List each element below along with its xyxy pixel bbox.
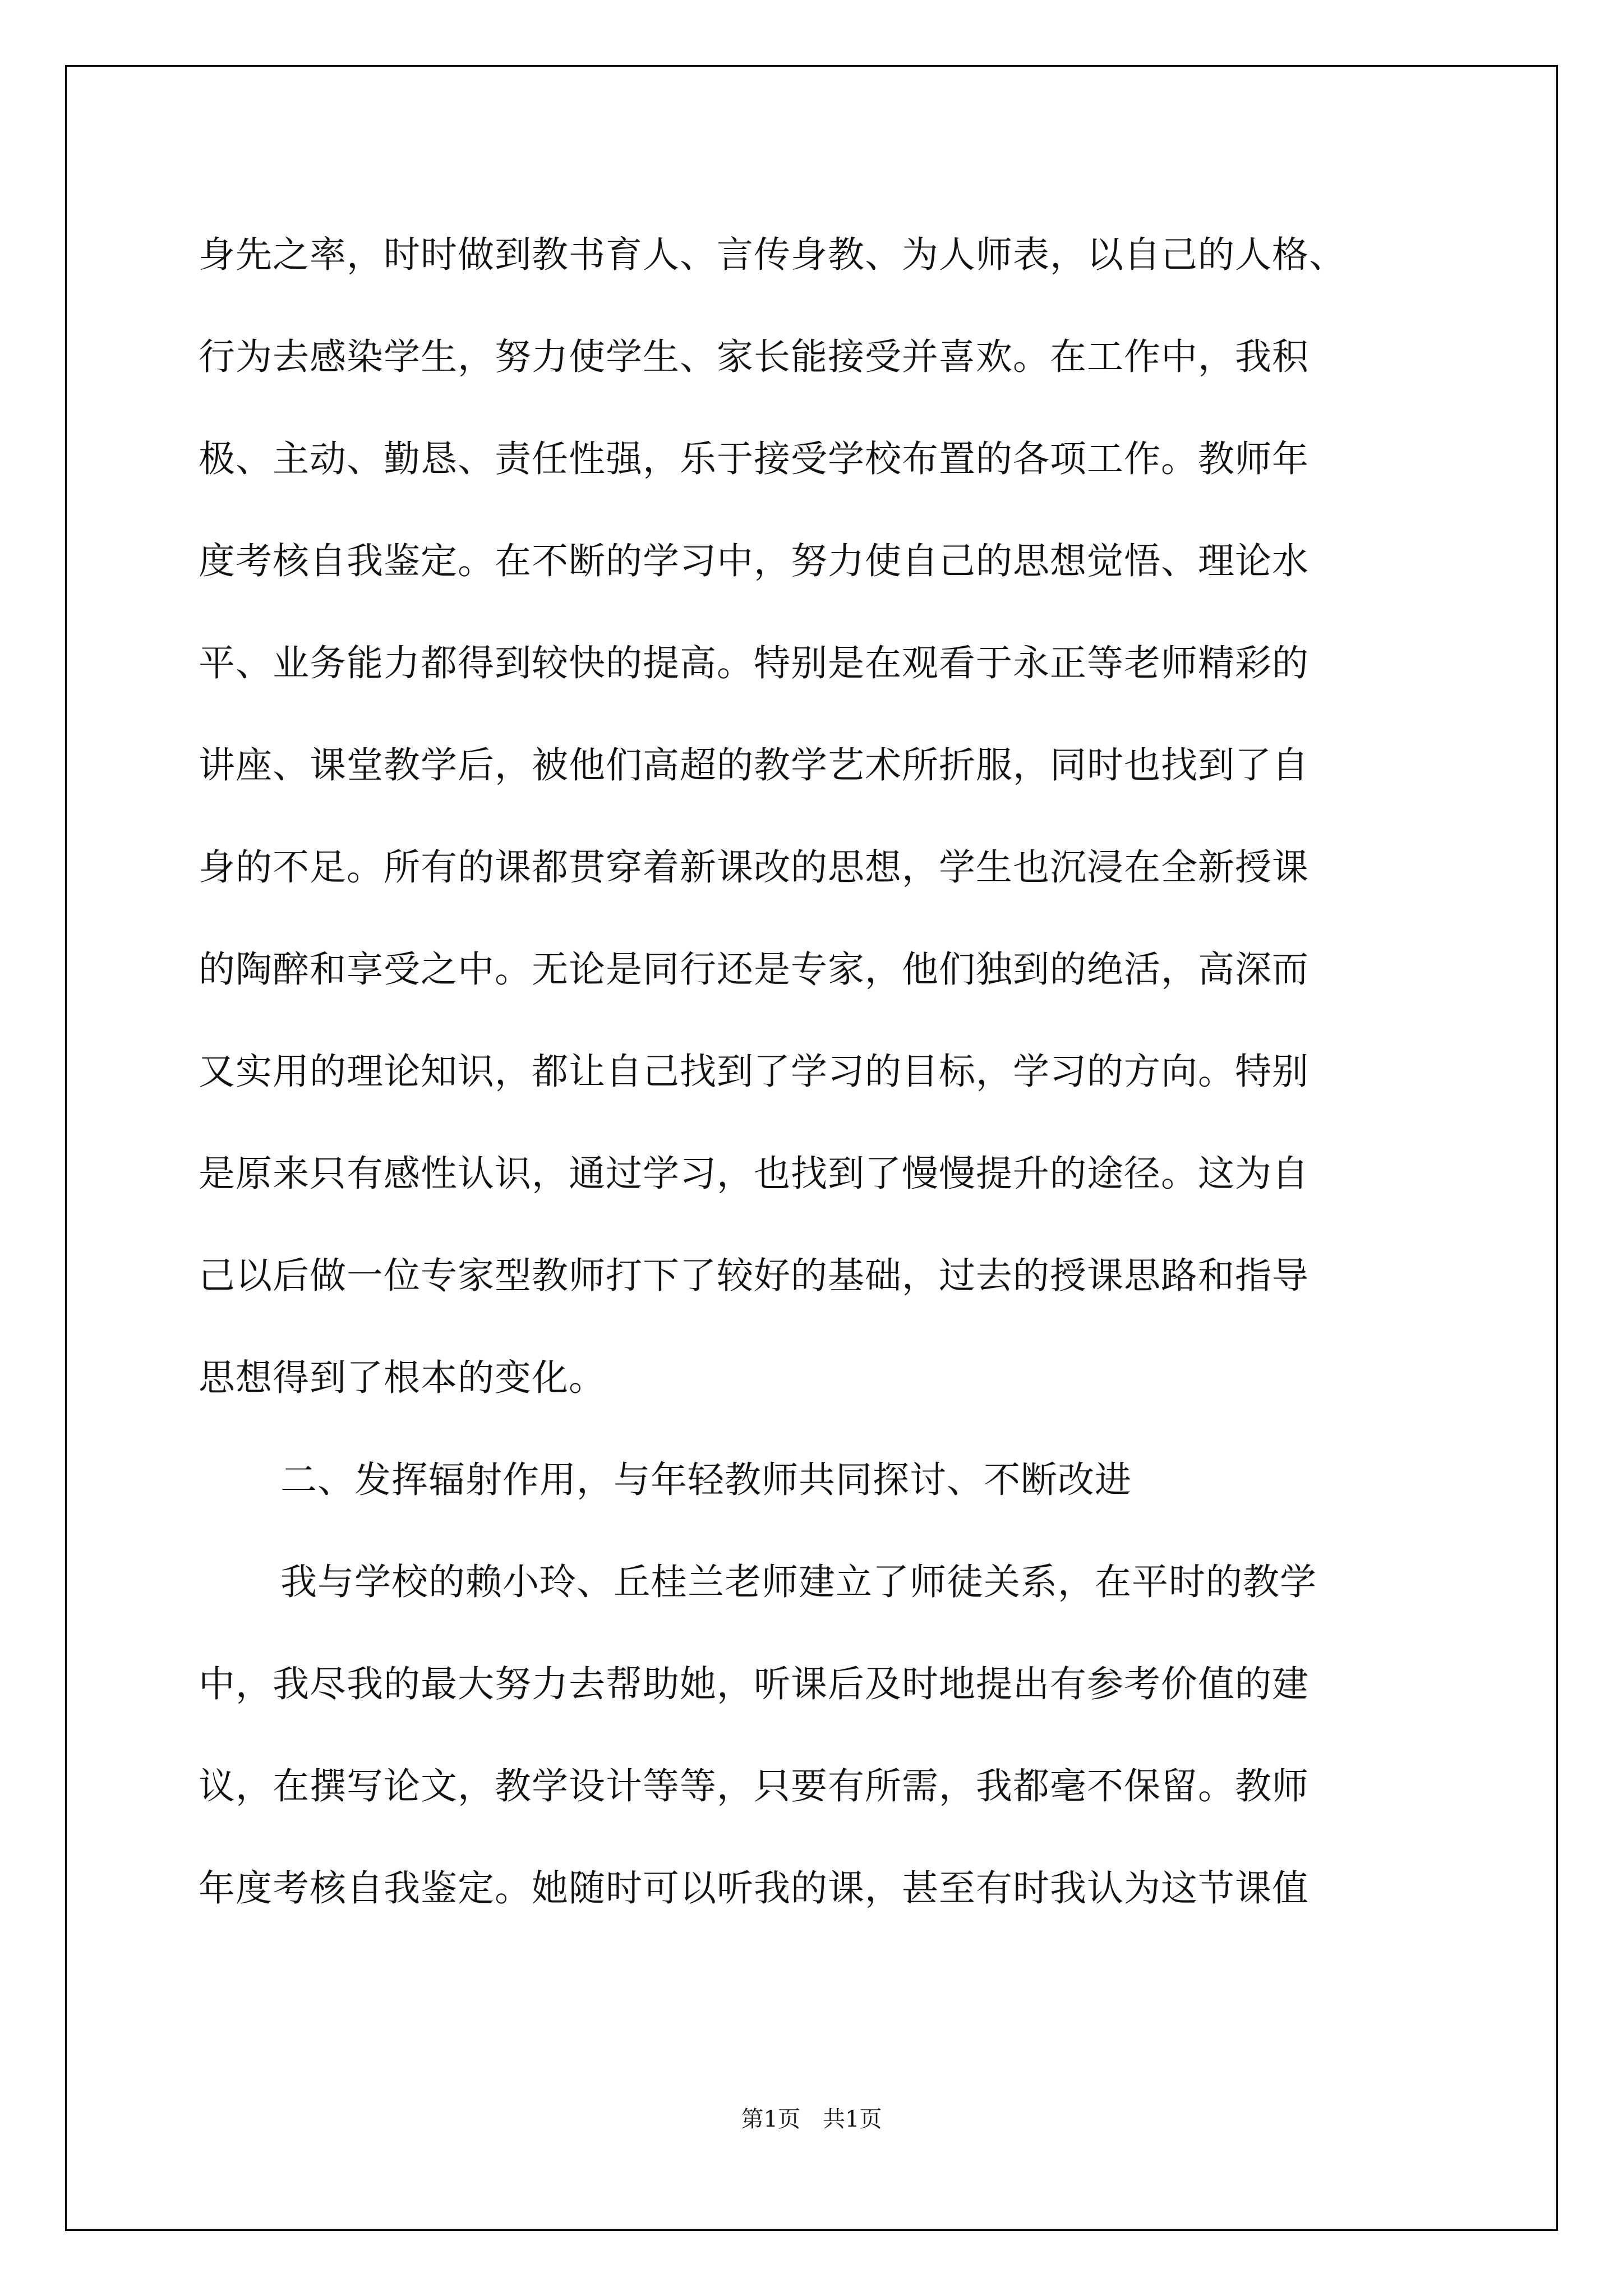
text-line: 中，我尽我的最大努力去帮助她，听课后及时地提出有参考价值的建 xyxy=(199,1663,1310,1705)
text-line: 行为去感染学生，努力使学生、家长能接受并喜欢。在工作中，我积 xyxy=(199,336,1310,378)
text-line: 思想得到了根本的变化。 xyxy=(199,1357,606,1399)
text-line: 讲座、课堂教学后，被他们高超的教学艺术所折服，同时也找到了自 xyxy=(199,744,1310,786)
text-line: 年度考核自我鉴定。她随时可以听我的课，甚至有时我认为这节课值 xyxy=(199,1867,1310,1910)
text-line: 身的不足。所有的课都贯穿着新课改的思想，学生也沉浸在全新授课 xyxy=(199,846,1310,889)
section-heading: 二、发挥辐射作用，与年轻教师共同探讨、不断改进 xyxy=(280,1459,1132,1501)
text-line: 度考核自我鉴定。在不断的学习中，努力使自己的思想觉悟、理论水 xyxy=(199,540,1310,582)
text-line: 的陶醉和享受之中。无论是同行还是专家，他们独到的绝活，高深而 xyxy=(199,949,1310,991)
text-line: 身先之率，时时做到教书育人、言传身教、为人师表，以自己的人格、 xyxy=(199,234,1347,276)
text-line: 议，在撰写论文，教学设计等等，只要有所需，我都毫不保留。教师 xyxy=(199,1765,1310,1807)
page-footer: 第1页 共1页 xyxy=(741,2106,882,2132)
text-line: 是原来只有感性认识，通过学习，也找到了慢慢提升的途径。这为自 xyxy=(199,1153,1310,1195)
document-body xyxy=(199,204,1439,1940)
text-line: 极、主动、勤恳、责任性强，乐于接受学校布置的各项工作。教师年 xyxy=(199,438,1310,480)
text-line: 己以后做一位专家型教师打下了较好的基础，过去的授课思路和指导 xyxy=(199,1255,1310,1297)
text-line: 又实用的理论知识，都让自己找到了学习的目标，学习的方向。特别 xyxy=(199,1051,1310,1093)
text-line: 平、业务能力都得到较快的提高。特别是在观看于永正等老师精彩的 xyxy=(199,642,1310,684)
text-line: 我与学校的赖小玲、丘桂兰老师建立了师徒关系，在平时的教学 xyxy=(280,1561,1317,1603)
